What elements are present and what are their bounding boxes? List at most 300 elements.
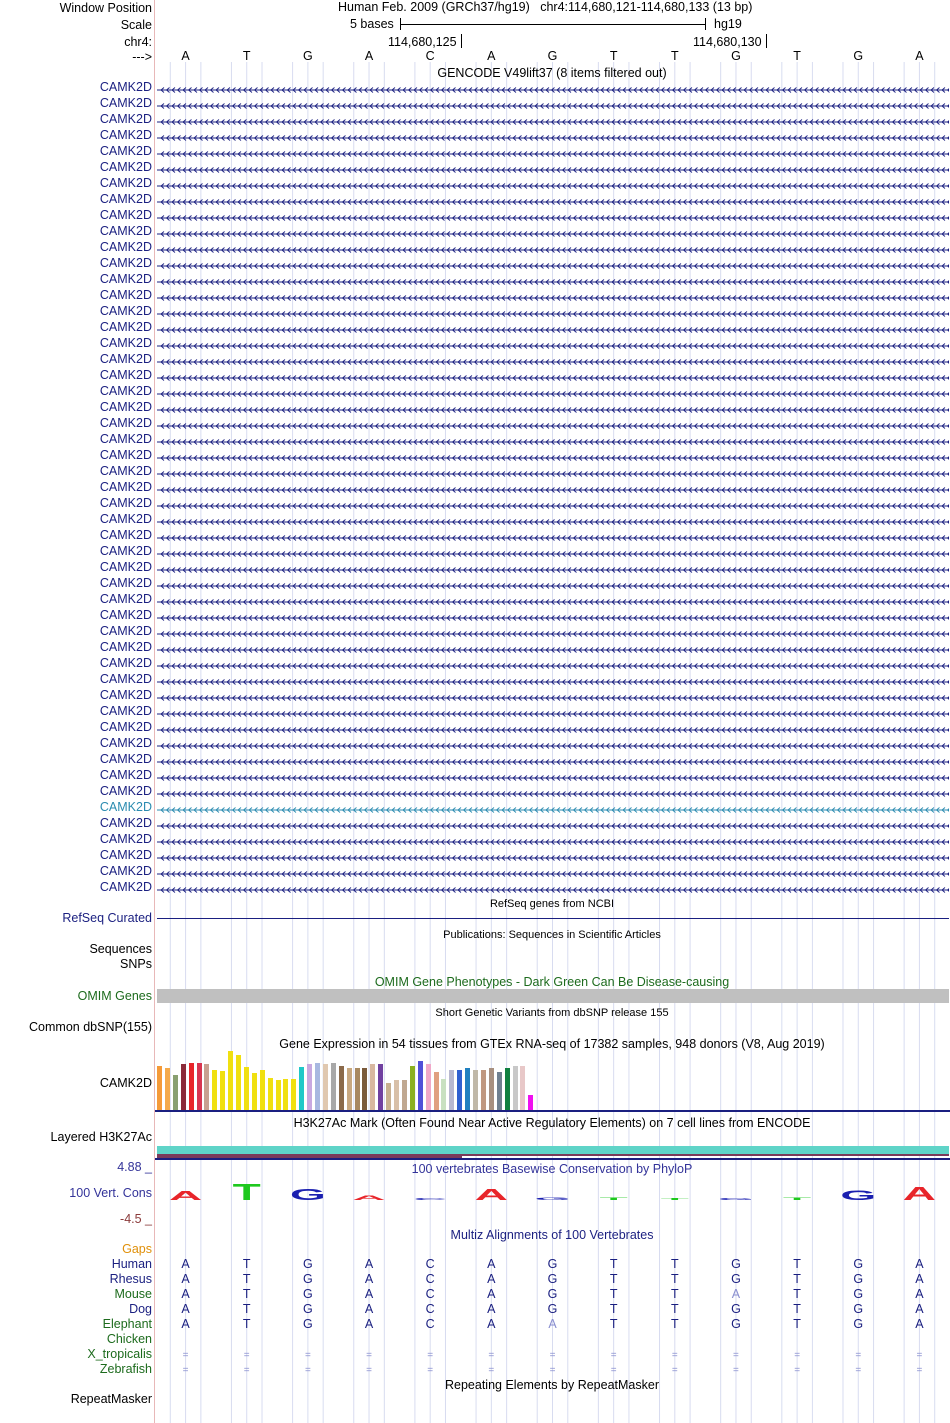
phylop-label[interactable]: 100 Vert. Cons	[69, 1186, 152, 1200]
multiz-base: A	[181, 1317, 190, 1331]
transcript-line[interactable]	[157, 150, 949, 158]
gencode-item-feature[interactable]	[157, 291, 949, 299]
h3k27ac-label[interactable]: Layered H3K27Ac	[50, 1130, 152, 1144]
multiz-base: A	[364, 1317, 374, 1331]
gencode-item-feature[interactable]	[157, 435, 949, 443]
gtex-tissue-bar[interactable]	[220, 1071, 225, 1110]
gencode-item-feature[interactable]	[157, 355, 949, 363]
gencode-item-feature[interactable]	[157, 611, 949, 619]
gencode-item-feature[interactable]	[157, 83, 949, 91]
reference-base: T	[609, 49, 618, 63]
gencode-item-label[interactable]: CAMK2D	[99, 272, 152, 286]
gencode-item-label[interactable]: CAMK2D	[99, 464, 152, 478]
gencode-item-feature[interactable]	[157, 675, 949, 683]
gencode-item-label[interactable]: CAMK2D	[99, 544, 152, 558]
transcript-line[interactable]	[157, 278, 949, 286]
multiz-base: =	[243, 1365, 250, 1376]
gtex-tissue-bar[interactable]	[394, 1080, 399, 1110]
reference-base: T	[793, 49, 801, 63]
transcript-line[interactable]	[157, 118, 949, 126]
gencode-item-label[interactable]: CAMK2D	[99, 800, 152, 814]
gencode-item-feature[interactable]	[157, 499, 949, 507]
gencode-item-label[interactable]: CAMK2D	[99, 864, 152, 878]
multiz-base: T	[793, 1257, 801, 1271]
gtex-tissue-bar[interactable]	[497, 1072, 502, 1110]
phylop-letter: C	[413, 1197, 447, 1201]
gencode-item-label[interactable]: CAMK2D	[99, 384, 152, 398]
transcript-line[interactable]	[157, 758, 949, 766]
gencode-item-feature[interactable]	[157, 883, 949, 891]
transcript-line[interactable]	[157, 806, 949, 814]
gencode-item-label[interactable]: CAMK2D	[99, 752, 152, 766]
gencode-item-feature[interactable]	[157, 323, 949, 331]
multiz-base: A	[487, 1257, 496, 1271]
gtex-tissue-bar[interactable]	[212, 1070, 217, 1110]
gencode-item-feature[interactable]	[157, 403, 949, 411]
gencode-item-label[interactable]: CAMK2D	[99, 560, 152, 574]
label-divider	[154, 0, 155, 1423]
gencode-item-feature[interactable]	[157, 595, 949, 603]
multiz-species-label[interactable]: Dog	[129, 1302, 152, 1316]
transcript-line[interactable]	[157, 838, 949, 846]
gencode-item-label[interactable]: CAMK2D	[99, 432, 152, 446]
multiz-base: C	[425, 1302, 435, 1316]
gtex-tissue-bar[interactable]	[362, 1068, 367, 1110]
gencode-item-feature[interactable]	[157, 659, 949, 667]
transcript-line[interactable]	[157, 230, 949, 238]
phylop-letter: T	[232, 1178, 261, 1206]
transcript-line[interactable]	[157, 470, 949, 478]
gencode-item-feature[interactable]	[157, 339, 949, 347]
gencode-item-label[interactable]: CAMK2D	[99, 736, 152, 750]
gencode-item-feature[interactable]	[157, 835, 949, 843]
transcript-line[interactable]	[157, 406, 949, 414]
gencode-item-feature[interactable]	[157, 819, 949, 827]
transcript-line[interactable]	[157, 134, 949, 142]
phylop-min: -4.5 _	[120, 1212, 152, 1226]
transcript-line[interactable]	[157, 774, 949, 782]
multiz-base: A	[915, 1302, 924, 1316]
gencode-item-label[interactable]: CAMK2D	[99, 704, 152, 718]
gtex-bar-graph[interactable]	[157, 1051, 557, 1110]
multiz-base: A	[364, 1302, 374, 1316]
gtex-tissue-bar[interactable]	[173, 1075, 178, 1110]
transcript-line[interactable]	[157, 550, 949, 558]
gtex-tissue-bar[interactable]	[291, 1079, 296, 1110]
multiz-base: T	[609, 1287, 618, 1301]
gencode-item-feature[interactable]	[157, 771, 949, 779]
gtex-tissue-bar[interactable]	[181, 1064, 186, 1110]
multiz-base: T	[670, 1317, 679, 1331]
gtex-tissue-bar[interactable]	[228, 1051, 233, 1110]
gtex-tissue-bar[interactable]	[513, 1066, 518, 1110]
gtex-tissue-bar[interactable]	[386, 1083, 391, 1110]
gtex-tissue-bar[interactable]	[473, 1070, 478, 1110]
gencode-item-label[interactable]: CAMK2D	[99, 656, 152, 670]
publications-label-sequences[interactable]: Sequences	[89, 942, 152, 956]
gtex-tissue-bar[interactable]	[323, 1064, 328, 1110]
multiz-base: A	[548, 1317, 557, 1331]
gencode-item-feature[interactable]	[157, 787, 949, 795]
multiz-base: A	[915, 1272, 924, 1286]
gtex-tissue-bar[interactable]	[441, 1079, 446, 1110]
multiz-gaps-label: Gaps	[122, 1242, 152, 1256]
gencode-item-label[interactable]: CAMK2D	[99, 192, 152, 206]
coord-left: 114,680,125	[388, 35, 457, 49]
phylop-title[interactable]: 100 vertebrates Basewise Conservation by PhyloP	[411, 1162, 693, 1176]
transcript-line[interactable]	[157, 630, 949, 638]
gencode-item-label[interactable]: CAMK2D	[99, 816, 152, 830]
transcript-line[interactable]	[157, 598, 949, 606]
gtex-tissue-bar[interactable]	[339, 1066, 344, 1110]
gtex-tissue-bar[interactable]	[307, 1064, 312, 1110]
gencode-item-feature[interactable]	[157, 723, 949, 731]
multiz-base: =	[182, 1365, 189, 1376]
multiz-species-label[interactable]: Rhesus	[109, 1272, 152, 1286]
gtex-tissue-bar[interactable]	[457, 1070, 462, 1110]
gencode-item-feature[interactable]	[157, 803, 949, 811]
gencode-item-label[interactable]: CAMK2D	[99, 224, 152, 238]
transcript-line[interactable]	[157, 374, 949, 382]
gtex-tissue-bar[interactable]	[370, 1064, 375, 1110]
gencode-item-feature[interactable]	[157, 371, 949, 379]
phylop-letter: A	[352, 1194, 386, 1202]
gencode-item-feature[interactable]	[157, 483, 949, 491]
gencode-item-feature[interactable]	[157, 275, 949, 283]
gencode-item-feature[interactable]	[157, 163, 949, 171]
multiz-base: T	[609, 1257, 618, 1271]
gencode-item-label[interactable]: CAMK2D	[99, 528, 152, 542]
transcript-line[interactable]	[157, 198, 949, 206]
transcript-line[interactable]	[157, 326, 949, 334]
gencode-item-label[interactable]: CAMK2D	[99, 448, 152, 462]
gencode-item-label[interactable]: CAMK2D	[99, 176, 152, 190]
gtex-tissue-bar[interactable]	[283, 1079, 288, 1110]
gencode-item-label[interactable]: CAMK2D	[99, 128, 152, 142]
gtex-tissue-bar[interactable]	[426, 1064, 431, 1110]
gencode-item-label[interactable]: CAMK2D	[99, 880, 152, 894]
multiz-base: =	[733, 1350, 739, 1361]
transcript-line[interactable]	[157, 790, 949, 798]
multiz-species-label[interactable]: Elephant	[102, 1317, 152, 1331]
gencode-item-label[interactable]: CAMK2D	[99, 416, 152, 430]
transcript-line[interactable]	[157, 102, 949, 110]
multiz-base: =	[549, 1350, 556, 1361]
multiz-base: T	[242, 1302, 251, 1316]
gtex-tissue-bar[interactable]	[197, 1063, 202, 1110]
gencode-item-feature[interactable]	[157, 131, 949, 139]
gencode-item-feature[interactable]	[157, 867, 949, 875]
multiz-base: C	[425, 1317, 435, 1331]
transcript-line[interactable]	[157, 502, 949, 510]
gtex-tissue-bar[interactable]	[465, 1068, 470, 1110]
strand-label: --->	[132, 50, 152, 64]
gencode-item-feature[interactable]	[157, 195, 949, 203]
multiz-base: T	[670, 1287, 679, 1301]
gencode-item-feature[interactable]	[157, 387, 949, 395]
gencode-item-feature[interactable]	[157, 307, 949, 315]
reference-base: G	[547, 49, 558, 63]
gtex-tissue-bar[interactable]	[236, 1055, 241, 1110]
multiz-base: G	[547, 1272, 558, 1286]
gtex-tissue-bar[interactable]	[347, 1068, 352, 1110]
gencode-item-feature[interactable]	[157, 707, 949, 715]
gencode-item-label[interactable]: CAMK2D	[99, 288, 152, 302]
transcript-line[interactable]	[157, 518, 949, 526]
multiz-base: A	[915, 1317, 924, 1331]
reference-base: G	[853, 49, 864, 63]
gencode-item-label[interactable]: CAMK2D	[99, 112, 152, 126]
gtex-tissue-bar[interactable]	[434, 1072, 439, 1110]
transcript-line[interactable]	[157, 182, 949, 190]
gencode-item-feature[interactable]	[157, 643, 949, 651]
gencode-item-label[interactable]: CAMK2D	[99, 672, 152, 686]
multiz-species-label[interactable]: X_tropicalis	[87, 1347, 152, 1361]
gencode-item-feature[interactable]	[157, 211, 949, 219]
gencode-item-label[interactable]: CAMK2D	[99, 480, 152, 494]
gtex-tissue-bar[interactable]	[331, 1063, 336, 1110]
phylop-logo[interactable]	[155, 1176, 950, 1206]
gencode-item-feature[interactable]	[157, 579, 949, 587]
transcript-line[interactable]	[157, 342, 949, 350]
coord-left-tick	[461, 34, 462, 48]
multiz-base: T	[609, 1317, 618, 1331]
reference-base: T	[670, 49, 679, 63]
h3k27ac-signal[interactable]	[157, 1146, 949, 1154]
gencode-item-feature[interactable]	[157, 627, 949, 635]
multiz-base: =	[610, 1350, 617, 1361]
gtex-tissue-bar[interactable]	[252, 1073, 257, 1110]
multiz-species-label[interactable]: Chicken	[106, 1332, 152, 1346]
gencode-item-feature[interactable]	[157, 259, 949, 267]
transcript-line[interactable]	[157, 390, 949, 398]
gencode-item-feature[interactable]	[157, 755, 949, 763]
gencode-item-feature[interactable]	[157, 739, 949, 747]
gencode-item-label[interactable]: CAMK2D	[99, 640, 152, 654]
gtex-tissue-bar[interactable]	[189, 1063, 194, 1110]
position-text: chr4:114,680,121-114,680,133 (13 bp)	[540, 0, 753, 14]
gencode-item-label[interactable]: CAMK2D	[99, 592, 152, 606]
gencode-item-label[interactable]: CAMK2D	[99, 720, 152, 734]
transcript-line[interactable]	[157, 646, 949, 654]
gtex-tissue-bar[interactable]	[378, 1064, 383, 1110]
phylop-letter: G	[289, 1186, 326, 1204]
transcript-line[interactable]	[157, 662, 949, 670]
refseq-label[interactable]: RefSeq Curated	[62, 911, 152, 925]
gencode-item-feature[interactable]	[157, 227, 949, 235]
gencode-item-label[interactable]: CAMK2D	[99, 160, 152, 174]
gencode-title[interactable]: GENCODE V49lift37 (8 items filtered out)	[437, 66, 667, 80]
gtex-tissue-bar[interactable]	[402, 1080, 407, 1110]
gencode-item-label[interactable]: CAMK2D	[99, 768, 152, 782]
transcript-line[interactable]	[157, 614, 949, 622]
transcript-line[interactable]	[157, 358, 949, 366]
transcript-line[interactable]	[157, 678, 949, 686]
transcript-line[interactable]	[157, 214, 949, 222]
transcript-line[interactable]	[157, 310, 949, 318]
gencode-item-feature[interactable]	[157, 243, 949, 251]
gtex-tissue-bar[interactable]	[268, 1078, 273, 1110]
transcript-line[interactable]	[157, 694, 949, 702]
gtex-tissue-bar[interactable]	[276, 1080, 281, 1110]
gencode-item-feature[interactable]	[157, 547, 949, 555]
multiz-base: G	[731, 1317, 741, 1331]
publications-title[interactable]: Publications: Sequences in Scientific Articles	[443, 929, 661, 941]
gtex-tissue-bar[interactable]	[449, 1070, 454, 1110]
transcript-line[interactable]	[157, 246, 949, 254]
gtex-tissue-bar[interactable]	[520, 1066, 525, 1110]
h3k27ac-title[interactable]: H3K27Ac Mark (Often Found Near Active Regulatory Elements) on 7 cell lines from ENCODE	[293, 1116, 811, 1130]
multiz-base: G	[303, 1272, 313, 1286]
gencode-item-label[interactable]: CAMK2D	[99, 80, 152, 94]
gtex-tissue-bar[interactable]	[315, 1063, 320, 1110]
gtex-tissue-bar[interactable]	[244, 1067, 249, 1110]
transcript-line[interactable]	[157, 566, 949, 574]
phylop-letter: G	[718, 1197, 754, 1201]
multiz-base: A	[181, 1257, 190, 1271]
multiz-base: A	[181, 1287, 190, 1301]
gencode-item-feature[interactable]	[157, 691, 949, 699]
transcript-line[interactable]	[157, 854, 949, 862]
transcript-line[interactable]	[157, 294, 949, 302]
transcript-line[interactable]	[157, 726, 949, 734]
repeatmasker-title[interactable]: Repeating Elements by RepeatMasker	[444, 1378, 660, 1392]
gtex-tissue-bar[interactable]	[528, 1095, 533, 1110]
h3k27ac-baseline	[155, 1158, 950, 1160]
gtex-title[interactable]: Gene Expression in 54 tissues from GTEx RNA-seq of 17382 samples, 948 donors (V8, Aug 2019)	[279, 1037, 825, 1051]
gencode-item-feature[interactable]	[157, 851, 949, 859]
multiz-base: A	[487, 1287, 496, 1301]
multiz-base: G	[547, 1302, 558, 1316]
gencode-item-label[interactable]: CAMK2D	[99, 624, 152, 638]
gencode-item-label[interactable]: CAMK2D	[99, 496, 152, 510]
multiz-base: G	[303, 1302, 313, 1316]
gtex-tissue-bar[interactable]	[165, 1068, 170, 1110]
gtex-tissue-bar[interactable]	[355, 1068, 360, 1110]
multiz-base: T	[670, 1257, 679, 1271]
multiz-base: A	[364, 1257, 374, 1271]
gtex-tissue-bar[interactable]	[418, 1061, 423, 1110]
transcript-line[interactable]	[157, 742, 949, 750]
publications-label-snps[interactable]: SNPs	[120, 957, 152, 971]
multiz-base: G	[853, 1302, 864, 1316]
gencode-item-label[interactable]: CAMK2D	[99, 144, 152, 158]
gencode-item-label[interactable]: CAMK2D	[99, 608, 152, 622]
multiz-base: A	[731, 1287, 741, 1301]
gtex-baseline	[155, 1110, 950, 1112]
gencode-item-label[interactable]: CAMK2D	[99, 512, 152, 526]
gencode-item-label[interactable]: CAMK2D	[99, 576, 152, 590]
gtex-tissue-bar[interactable]	[489, 1068, 494, 1110]
transcript-line[interactable]	[157, 86, 949, 94]
reference-base: A	[487, 49, 496, 63]
omim-title[interactable]: OMIM Gene Phenotypes - Dark Green Can Be Disease-causing	[374, 975, 730, 989]
gtex-tissue-bar[interactable]	[410, 1066, 415, 1110]
gtex-tissue-bar[interactable]	[204, 1064, 209, 1110]
phylop-letter: T	[599, 1196, 628, 1201]
window-position	[338, 0, 752, 14]
refseq-title[interactable]: RefSeq genes from NCBI	[489, 898, 615, 910]
transcript-line[interactable]	[157, 822, 949, 830]
multiz-title[interactable]: Multiz Alignments of 100 Vertebrates	[450, 1228, 654, 1242]
gtex-tissue-bar[interactable]	[157, 1066, 162, 1110]
multiz-base: A	[487, 1272, 496, 1286]
gencode-item-label[interactable]: CAMK2D	[99, 208, 152, 222]
dbsnp-title[interactable]: Short Genetic Variants from dbSNP release 155	[435, 1007, 669, 1019]
transcript-line[interactable]	[157, 454, 949, 462]
transcript-line[interactable]	[157, 166, 949, 174]
gtex-tissue-bar[interactable]	[481, 1070, 486, 1110]
gencode-item-label[interactable]: CAMK2D	[99, 336, 152, 350]
gencode-item-feature[interactable]	[157, 419, 949, 427]
multiz-species-label[interactable]: Zebrafish	[99, 1362, 152, 1376]
gencode-item-feature[interactable]	[157, 147, 949, 155]
transcript-line[interactable]	[157, 438, 949, 446]
coord-right-tick	[766, 34, 767, 48]
gtex-tissue-bar[interactable]	[299, 1067, 304, 1110]
gencode-item-feature[interactable]	[157, 99, 949, 107]
gencode-item-label[interactable]: CAMK2D	[99, 848, 152, 862]
gencode-item-label[interactable]: CAMK2D	[99, 352, 152, 366]
gencode-item-feature[interactable]	[157, 467, 949, 475]
multiz-species-label[interactable]: Human	[111, 1257, 152, 1271]
gencode-item-feature[interactable]	[157, 563, 949, 571]
multiz-base: G	[731, 1257, 741, 1271]
gencode-item-label[interactable]: CAMK2D	[99, 96, 152, 110]
gencode-item-label[interactable]: CAMK2D	[99, 368, 152, 382]
transcript-line[interactable]	[157, 534, 949, 542]
gencode-item-label[interactable]: CAMK2D	[99, 688, 152, 702]
transcript-line[interactable]	[157, 710, 949, 718]
gencode-item-label[interactable]: CAMK2D	[99, 400, 152, 414]
transcript-line[interactable]	[157, 262, 949, 270]
multiz-species-label[interactable]: Mouse	[114, 1287, 152, 1301]
gencode-item-feature[interactable]	[157, 515, 949, 523]
phylop-letter: A	[902, 1183, 937, 1205]
gencode-item-label[interactable]: CAMK2D	[99, 240, 152, 254]
repeatmasker-label[interactable]: RepeatMasker	[70, 1392, 152, 1406]
gencode-item-feature[interactable]	[157, 451, 949, 459]
gtex-label[interactable]: CAMK2D	[99, 1076, 152, 1090]
gtex-tissue-bar[interactable]	[505, 1068, 510, 1110]
gencode-item-feature[interactable]	[157, 179, 949, 187]
transcript-line[interactable]	[157, 422, 949, 430]
omim-feature-bar[interactable]	[157, 989, 949, 1003]
gencode-item-label[interactable]: CAMK2D	[99, 832, 152, 846]
refseq-gene-line[interactable]	[157, 918, 949, 919]
transcript-line[interactable]	[157, 870, 949, 878]
multiz-base: =	[182, 1350, 189, 1361]
gtex-tissue-bar[interactable]	[260, 1070, 265, 1110]
transcript-line[interactable]	[157, 886, 949, 894]
dbsnp-label[interactable]: Common dbSNP(155)	[29, 1020, 152, 1034]
reference-base: A	[915, 49, 924, 63]
gencode-item-label[interactable]: CAMK2D	[99, 784, 152, 798]
gencode-item-label[interactable]: CAMK2D	[99, 320, 152, 334]
gencode-item-label[interactable]: CAMK2D	[99, 256, 152, 270]
transcript-line[interactable]	[157, 486, 949, 494]
multiz-base: =	[916, 1365, 923, 1376]
gencode-item-feature[interactable]	[157, 531, 949, 539]
multiz-base: A	[181, 1272, 190, 1286]
gencode-item-label[interactable]: CAMK2D	[99, 304, 152, 318]
gencode-item-feature[interactable]	[157, 115, 949, 123]
multiz-base: T	[242, 1257, 251, 1271]
reference-base: A	[364, 49, 374, 63]
multiz-base: T	[609, 1302, 618, 1316]
omim-label[interactable]: OMIM Genes	[77, 989, 152, 1003]
transcript-line[interactable]	[157, 582, 949, 590]
